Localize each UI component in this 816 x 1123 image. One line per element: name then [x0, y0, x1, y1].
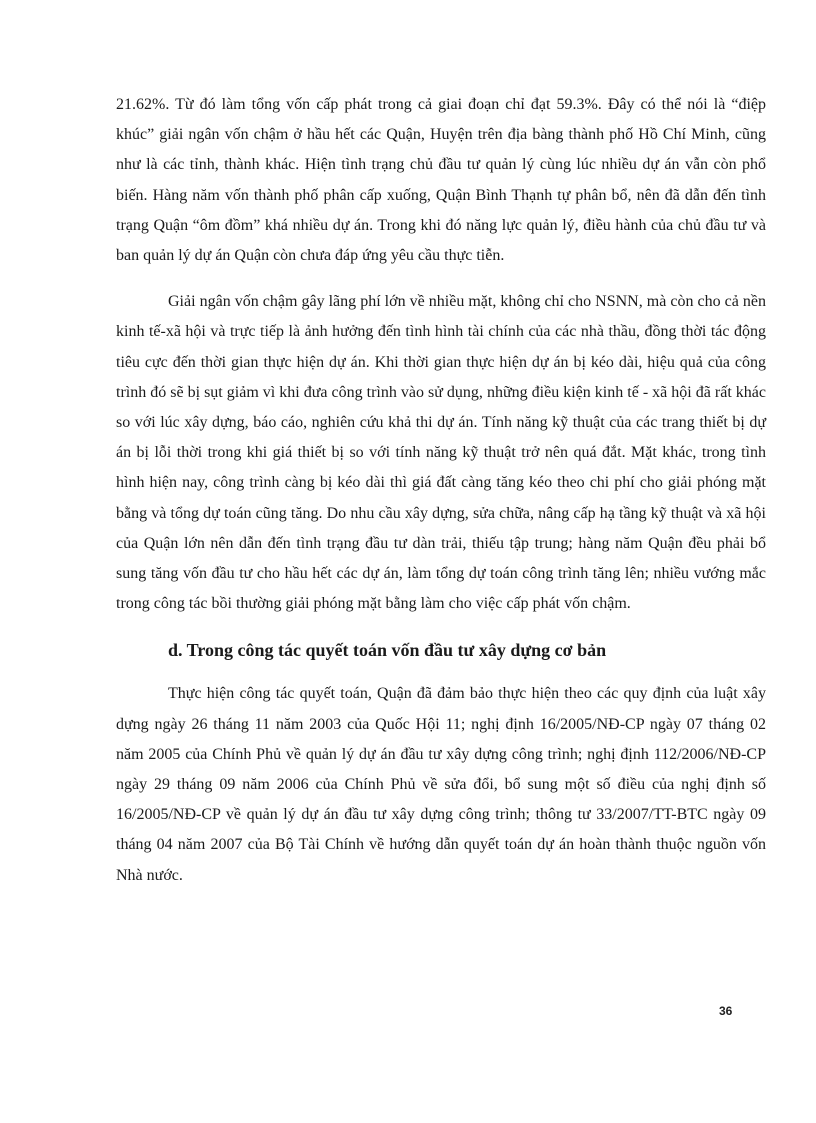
heading-spacer-top: [116, 619, 766, 635]
heading-spacer-bottom: [116, 665, 766, 679]
document-page: [116, 90, 766, 891]
page-number: 36: [719, 1004, 733, 1018]
paragraph-disbursement: Giải ngân vốn chậm gây lãng phí lớn về nhiều mặt, không chỉ cho NSNN, mà còn cho cả nền kinh tế-xã hội và trực tiếp là ảnh hưởng đến tình hình tài chính của các nhà thầu, đồng thời tác động tiêu cực đến thời gian thực hiện dự án. Khi thời gian thực hiện dự án bị kéo dài, hiệu quả của công trình đó sẽ bị sụt giảm vì khi đưa công trình vào sử dụng, những điều kiện kinh tế - xã hội đã rất khác so với lúc xây dựng, báo cáo, nghiên cứu khả thi dự án. Tính năng kỹ thuật của các trang thiết bị dự án bị lỗi thời trong khi giá thiết bị so với tính năng kỹ thuật trở nên quá đắt. Mặt khác, trong tình hình hiện nay, công trình càng bị kéo dài thì giá đất càng tăng kéo theo chi phí cho giải phóng mặt bằng và tổng dự toán cũng tăng. Do nhu cầu xây dựng, sửa chữa, nâng cấp hạ tầng kỹ thuật và xã hội của Quận lớn nên dẫn đến tình trạng đầu tư dàn trải, thiếu tập trung; hàng năm Quận đều phải bổ sung tăng vốn đầu tư cho hầu hết các dự án, làm tổng dự toán công trình tăng lên; nhiều vướng mắc trong công tác bồi thường giải phóng mặt bằng làm cho việc cấp phát vốn chậm.: [116, 293, 766, 613]
paragraph-continued: 21.62%. Từ đó làm tổng vốn cấp phát trong cả giai đoạn chỉ đạt 59.3%. Đây có thể nói là “điệp khúc” giải ngân vốn chậm ở hầu hết các Quận, Huyện trên địa bàng thành phố Hồ Chí Minh, cũng như là các tỉnh, thành khác. Hiện tình trạng chủ đầu tư quản lý cùng lúc nhiều dự án vẫn còn phổ biến. Hàng năm vốn thành phố phân cấp xuống, Quận Bình Thạnh tự phân bổ, nên đã dẫn đến tình trạng Quận “ôm đồm” khá nhiều dự án. Trong khi đó năng lực quản lý, điều hành của chủ đầu tư và ban quản lý dự án Quận còn chưa đáp ứng yêu cầu thực tiễn.: [116, 96, 766, 265]
paragraph-spacer: [116, 271, 766, 287]
section-heading: d. Trong công tác quyết toán vốn đầu tư xây dựng cơ bản: [168, 640, 607, 661]
paragraph-settlement: Thực hiện công tác quyết toán, Quận đã đảm bảo thực hiện theo các quy định của luật xây dựng ngày 26 tháng 11 năm 2003 của Quốc Hội 11; nghị định 16/2005/NĐ-CP ngày 07 tháng 02 năm 2005 của Chính Phủ về quản lý dự án đầu tư xây dựng công trình; nghị định 112/2006/NĐ-CP ngày 29 tháng 09 năm 2006 của Chính Phủ về sửa đổi, bổ sung một số điều của nghị định số 16/2005/NĐ-CP về quản lý dự án đầu tư xây dựng công trình; thông tư 33/2007/TT-BTC ngày 09 tháng 04 năm 2007 của Bộ Tài Chính về hướng dẫn quyết toán dự án hoàn thành thuộc nguồn vốn Nhà nước.: [116, 685, 766, 884]
